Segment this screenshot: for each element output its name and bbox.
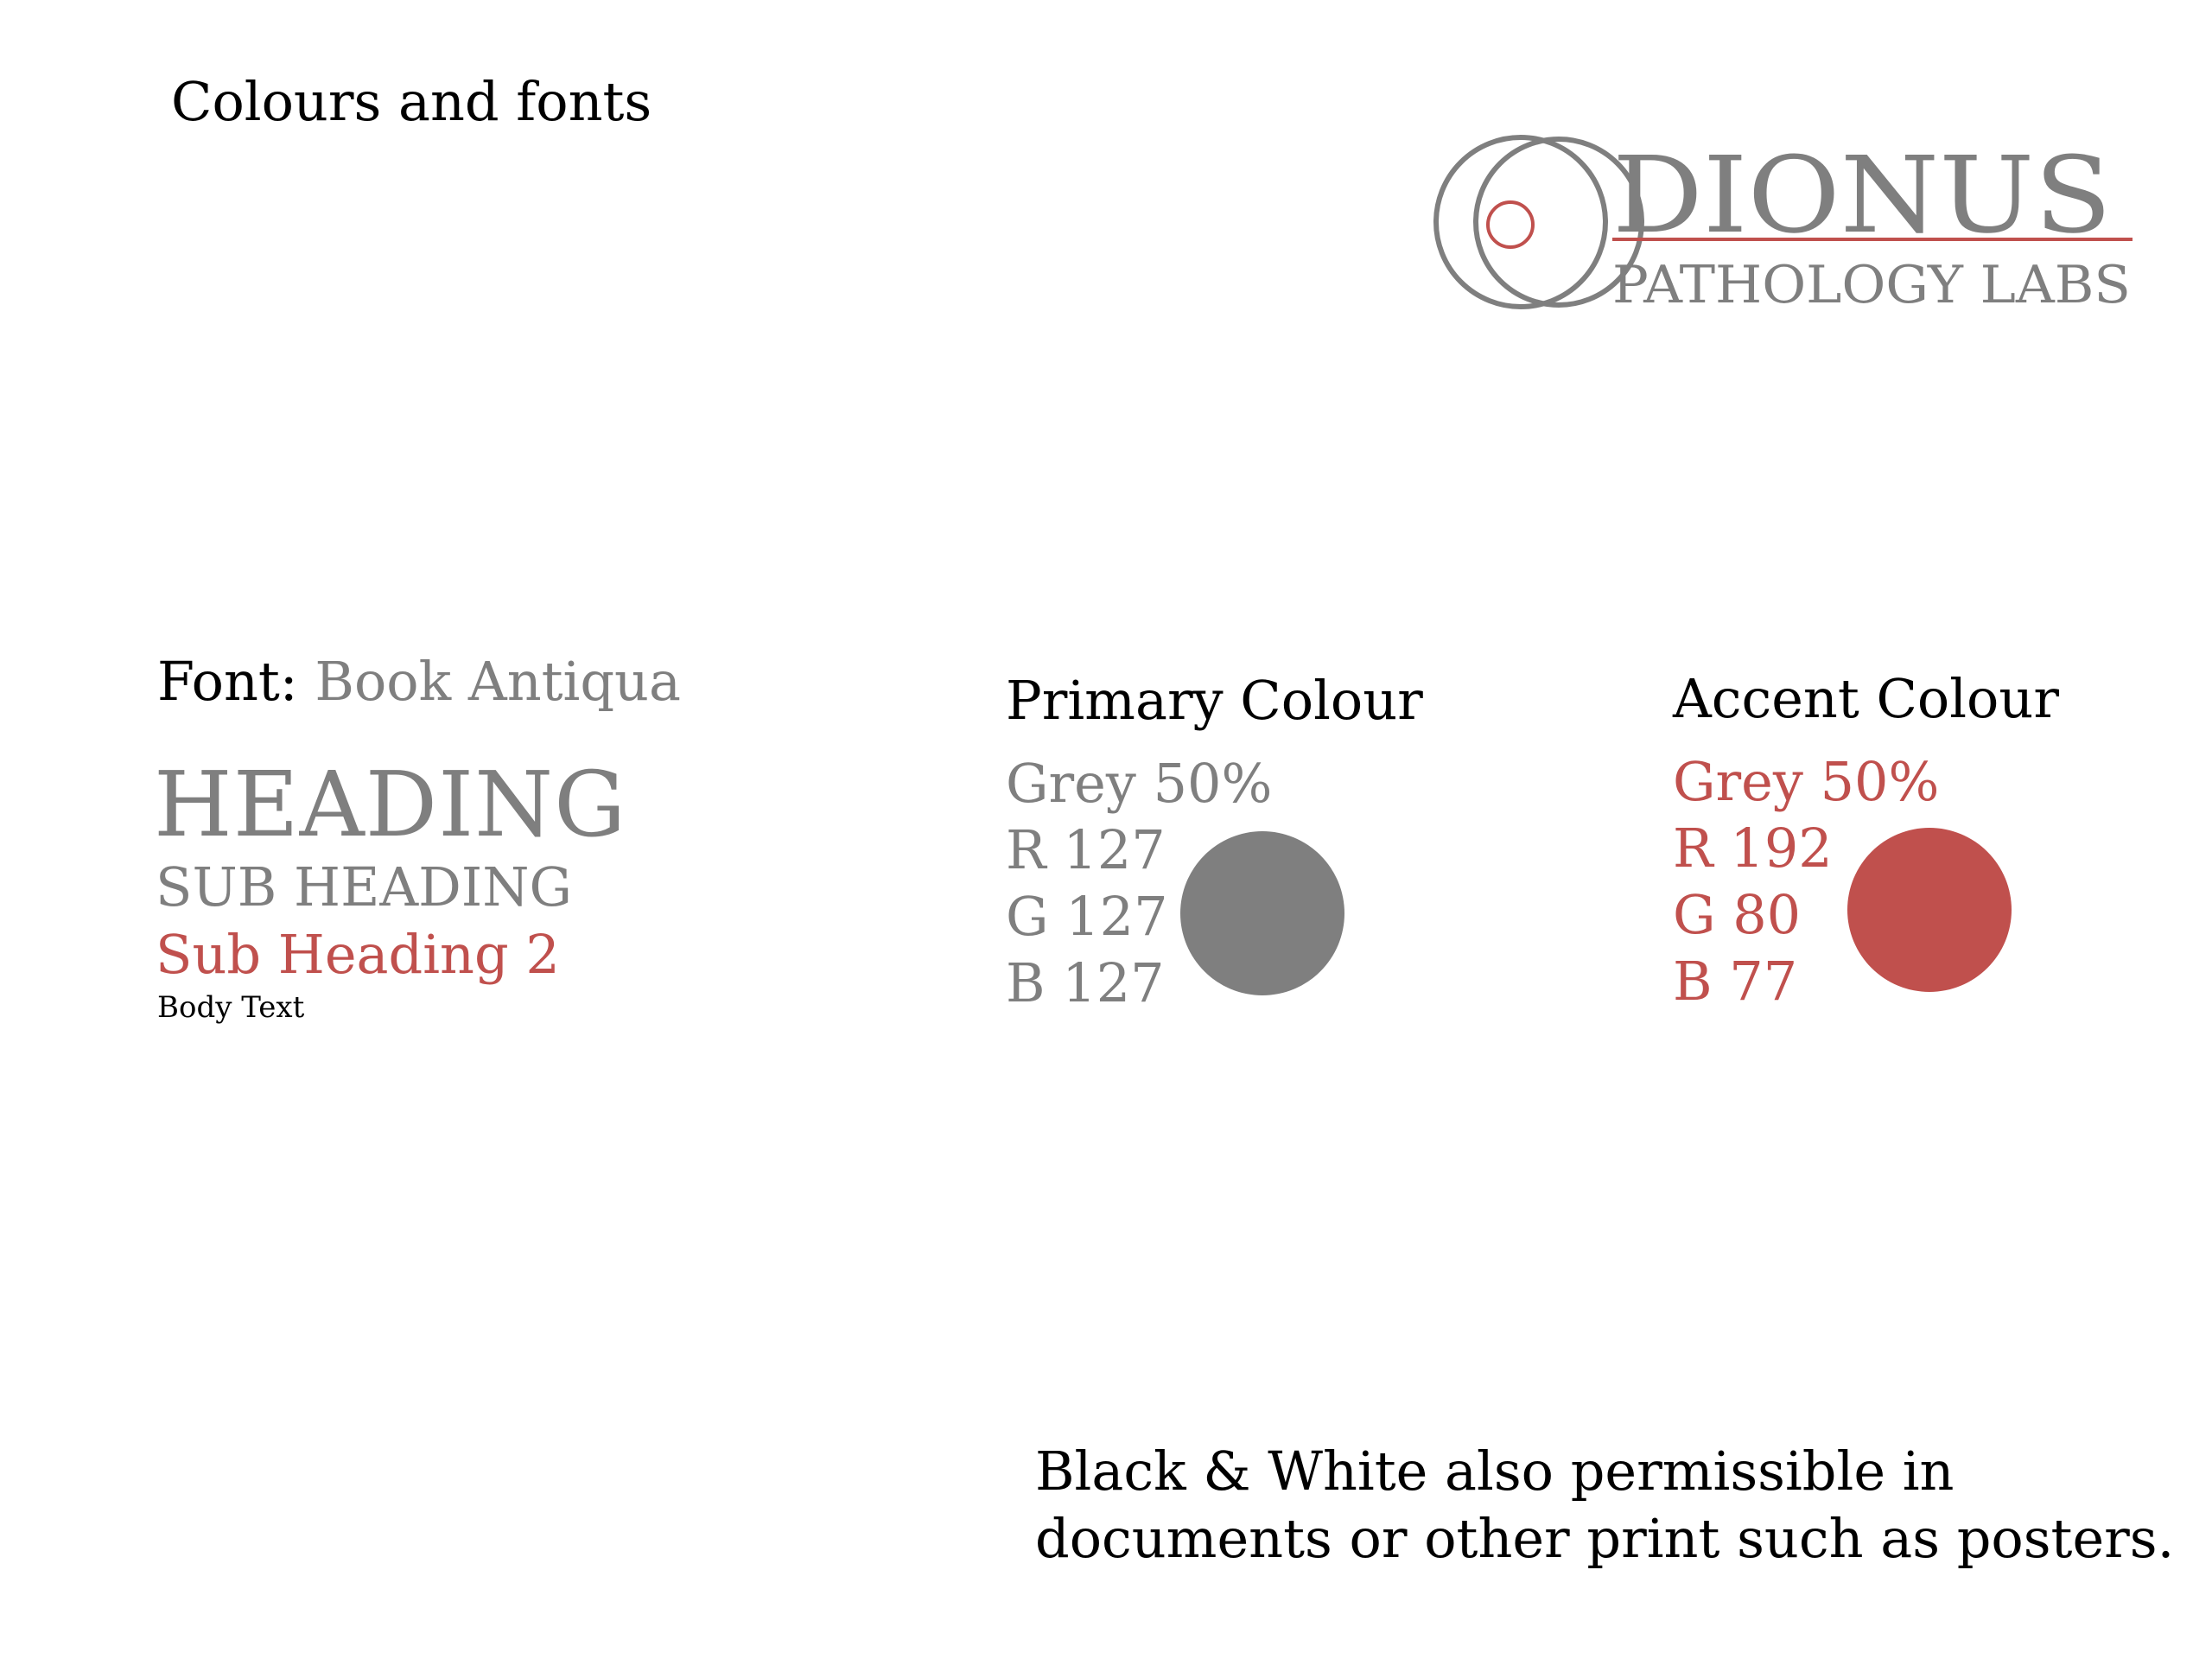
sample-heading: HEADING (154, 752, 627, 857)
primary-colour-b: B 127 (1006, 951, 1165, 1014)
primary-colour-name: Grey 50% (1006, 752, 1273, 815)
logo-inner-accent-ring (1488, 202, 1533, 247)
logo-tagline: PATHOLOGY LABS (1612, 255, 2131, 315)
usage-note-line-1: Black & White also permissible in (1035, 1440, 1955, 1503)
logo-brand-name: DIONUS (1612, 134, 2112, 257)
accent-colour-r: R 192 (1673, 817, 1833, 880)
usage-note (1035, 1438, 2174, 1573)
primary-colour-g: G 127 (1006, 885, 1168, 948)
font-spec (157, 650, 681, 714)
sample-sub-heading: SUB HEADING (156, 855, 573, 918)
sample-sub-heading-2: Sub Heading 2 (156, 923, 560, 986)
brand-logo (1400, 121, 2152, 328)
accent-colour-title: Accent Colour (1673, 667, 2059, 730)
accent-colour-name: Grey 50% (1673, 750, 1940, 813)
accent-colour-g: G 80 (1673, 883, 1802, 946)
sample-body-text: Body Text (157, 990, 305, 1025)
page-title: Colours and fonts (171, 70, 652, 133)
primary-colour-swatch (1180, 831, 1344, 995)
font-label: Font: (157, 650, 298, 713)
concentric-rings-logo-icon (1400, 121, 2152, 328)
primary-colour-r: R 127 (1006, 818, 1166, 881)
usage-note-line-2: documents or other print such as posters. (1035, 1507, 2175, 1570)
primary-colour-title: Primary Colour (1006, 669, 1423, 732)
accent-colour-b: B 77 (1673, 950, 1798, 1013)
logo-outer-ring-left (1436, 137, 1605, 307)
font-name: Book Antiqua (315, 650, 681, 713)
accent-colour-swatch (1847, 828, 2012, 992)
